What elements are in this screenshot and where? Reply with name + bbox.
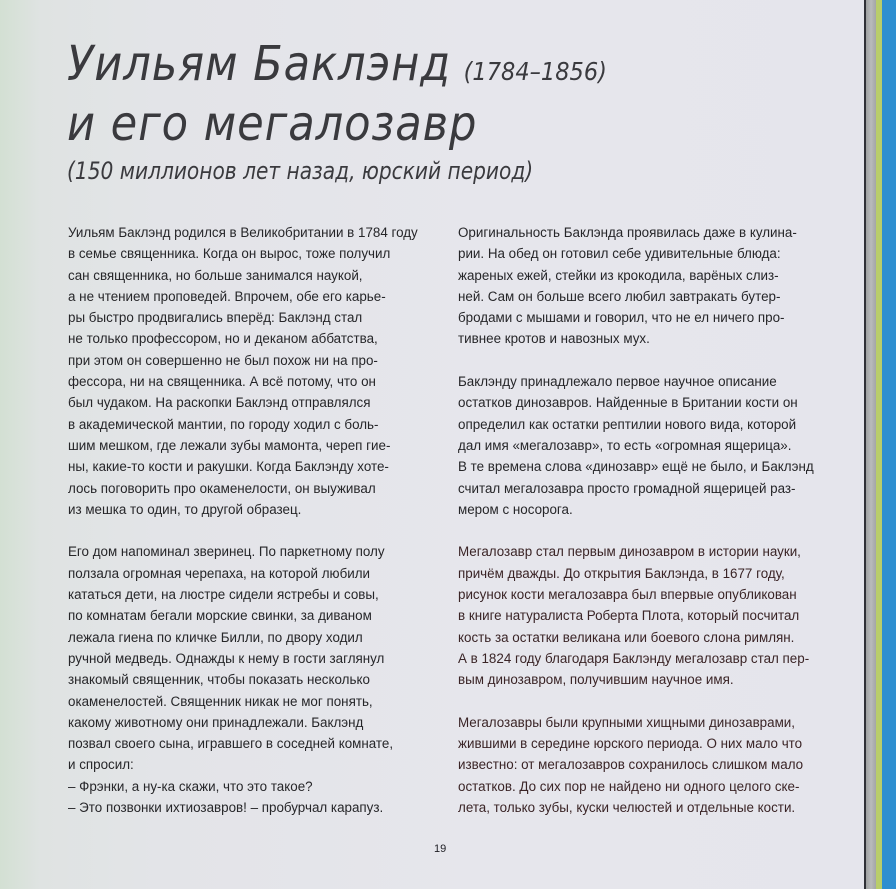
text-line: известно: от мегалозавров сохранилось слишком мало (458, 757, 804, 773)
text-line: шим мешком, где лежали зубы мамонта, череп гие- (68, 437, 391, 453)
text-line: определил как остатки рептилии нового вида, которой (458, 416, 797, 432)
text-line: знакомый священник, чтобы показать несколько (68, 672, 370, 688)
paragraph-first-dinosaur (458, 541, 828, 690)
title-years: (1784–1856) (463, 57, 607, 86)
text-line: лось поговорить про окаменелости, он выуживал (68, 480, 376, 496)
text-line: кость за остатки великана или боевого слона римлян. (458, 629, 795, 645)
text-line: Баклэнду принадлежало первое научное описание (458, 374, 777, 390)
text-line: жареных ежей, стейки из крокодила, варёных слиз- (458, 267, 779, 283)
text-line: тивнее кротов и навозных мух. (458, 331, 650, 347)
text-line: в семье священника. Когда он вырос, тоже получил (68, 246, 391, 262)
text-line: не только профессором, но и деканом аббатства, (68, 331, 378, 347)
text-line: Мегалозавр стал первым динозавром в истории науки, (458, 544, 801, 560)
text-line: лета, только зубы, куски челюстей и отдельные кости. (458, 800, 796, 816)
text-line: фессора, ни на священника. А всё потому, что он (68, 374, 376, 390)
text-line: ны, какие-то кости и ракушки. Когда Баклэнду хоте- (68, 459, 389, 475)
right-column (458, 222, 828, 840)
book-cover-edge (882, 0, 896, 889)
text-line: считал мегалозавра просто громадной ящерицей раз- (458, 480, 796, 496)
text-line: жившими в середине юрского периода. О них мало что (458, 736, 803, 752)
text-line: остатков. До сих пор не найдено ни одного целого ске- (458, 778, 800, 794)
text-line: ры быстро продвигались вперёд: Баклэнд стал (68, 310, 363, 326)
text-line: в книге натуралиста Роберта Плота, который посчитал (458, 608, 800, 624)
text-line: ползала огромная черепаха, на которой любили (68, 565, 371, 581)
dialogue-line: – Это позвонки ихтиозавров! – пробурчал карапуз. (68, 800, 384, 816)
paragraph-megalosaurs (458, 712, 828, 818)
subtitle: (150 миллионов лет назад, юрский период) (67, 157, 534, 185)
text-line: Оригинальность Баклэнда проявилась даже в кулина- (458, 225, 797, 240)
page-number: 19 (434, 843, 447, 855)
text-line: какому животному они принадлежали. Баклэнд (68, 714, 364, 730)
text-line: рисунок кости мегалозавра был впервые опубликован (458, 587, 797, 603)
text-line: Уильям Баклэнд родился в Великобритании в 1784 году (68, 225, 418, 240)
title-name: Уильям Баклэнд (67, 36, 452, 92)
text-line: и спросил: (68, 757, 134, 773)
text-line: а не чтением проповедей. Впрочем, обе его карье- (68, 288, 386, 304)
text-line: вым динозавром, получившим научное имя. (458, 672, 734, 688)
page-title (67, 38, 607, 98)
text-line: А в 1824 году благодаря Баклэнду мегалозавр стал пер- (458, 650, 810, 666)
text-line: бродами с мышами и говорил, что не ел ничего про- (458, 310, 785, 326)
text-line: при этом он совершенно не был похож ни на про- (68, 352, 378, 368)
title-block (67, 38, 667, 188)
text-line: сан священника, но больше занимался наукой, (68, 267, 363, 283)
page-stack-edge (866, 0, 876, 889)
text-line: Мегалозавры были крупными хищными динозаврами, (458, 714, 795, 730)
dialogue-line: – Фрэнки, а ну-ка скажи, что это такое? (68, 778, 313, 794)
text-line: позвал своего сына, игравшего в соседней комнате, (68, 736, 394, 752)
text-line: в академической мантии, по городу ходил с боль- (68, 416, 379, 432)
text-line: остатков динозавров. Найденные в Британии кости он (458, 395, 798, 411)
left-column (68, 222, 428, 840)
text-line: по комнатам бегали морские свинки, за диваном (68, 608, 372, 624)
text-line: лежала гиена по кличке Билли, по двору ходил (68, 629, 363, 645)
text-line: Его дом напоминал зверинец. По паркетному полу (68, 544, 385, 560)
text-line: причём дважды. До открытия Баклэнда, в 1677 году, (458, 565, 785, 581)
text-line: был чудаком. На раскопки Баклэнд отправлялся (68, 395, 371, 411)
paragraph-first-description (458, 371, 828, 520)
text-line: дал имя «мегалозавр», то есть «огромная ящерица». (458, 437, 792, 453)
text-line: из мешка то один, то другой образец. (68, 501, 302, 517)
text-line: мером с носорога. (458, 501, 573, 517)
title-line-2: и его мегалозавр (67, 96, 478, 152)
text-line: В те времена слова «динозавр» ещё не было, и Баклэнд (458, 459, 814, 475)
text-line: ручной медведь. Однажды к нему в гости заглянул (68, 650, 385, 666)
text-line: ней. Сам он больше всего любил завтракать бутер- (458, 288, 781, 304)
text-line: кататься дети, на люстре сидели ястребы и совы, (68, 587, 379, 603)
paragraph-biography (68, 222, 428, 520)
paragraph-menagerie (68, 541, 428, 818)
text-line: окаменелостей. Священник никак не мог понять, (68, 693, 373, 709)
paragraph-cuisine (458, 222, 828, 350)
text-line: рии. На обед он готовил себе удивительные блюда: (458, 246, 781, 262)
